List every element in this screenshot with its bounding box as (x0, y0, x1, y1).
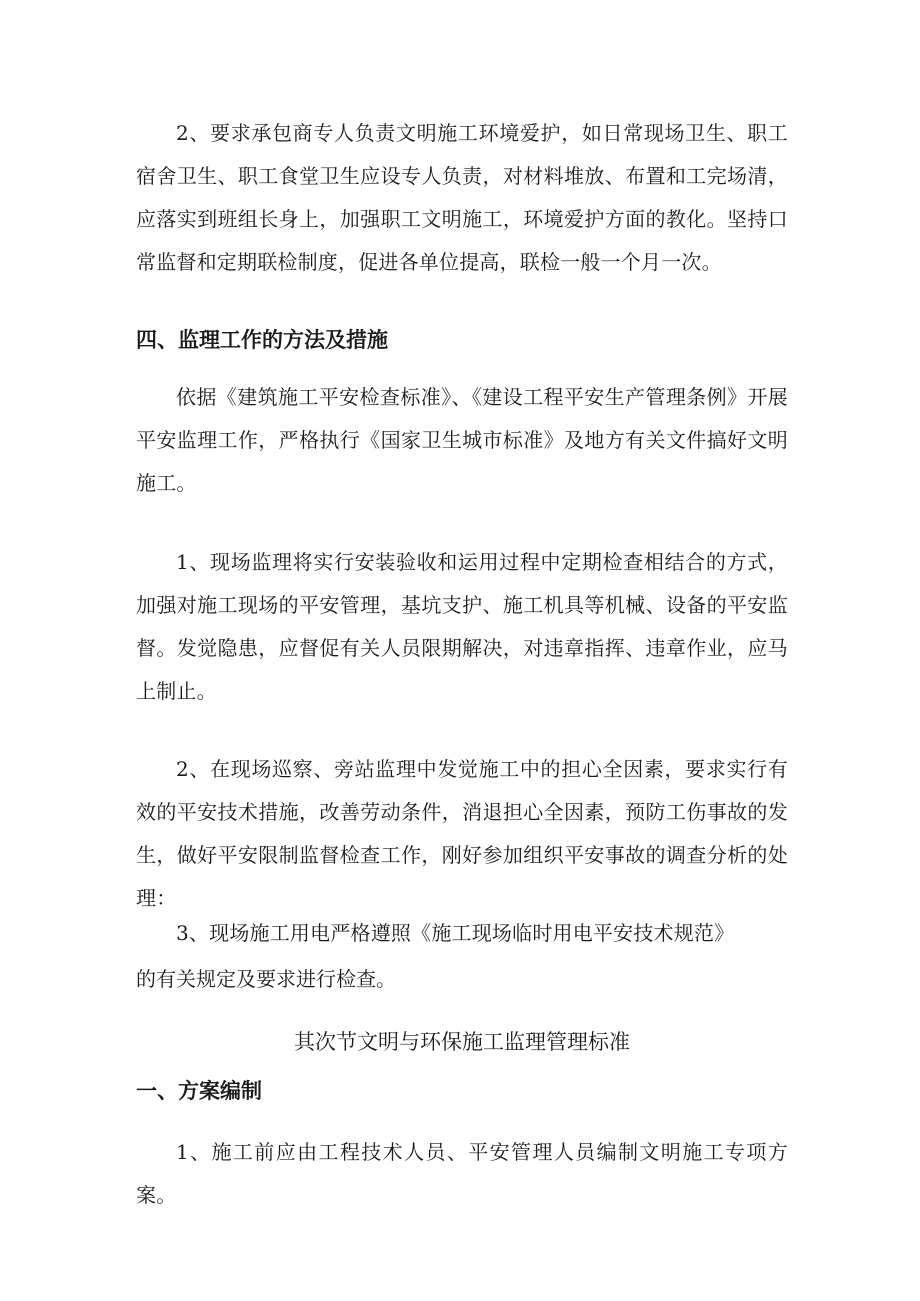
paragraph-basis-standards: 依据《建筑施工平安检查标准》、《建设工程平安生产管理条例》开展平安监理工作，严格执行《国家卫生城市标准》及地方有关文件搞好文明施工。 (136, 385, 788, 495)
paragraph-plan-preparation: 1、施工前应由工程技术人员、平安管理人员编制文明施工专项方案。 (136, 1140, 788, 1207)
paragraph-electricity-continuation: 的有关规定及要求进行检查。 (136, 967, 396, 991)
section-title: 其次节文明与环保施工监理管理标准 (294, 1030, 630, 1054)
paragraph-site-supervision: 1、现场监理将实行安装验收和运用过程中定期检查相结合的方式，加强对施工现场的平安管理，基坑支护、施工机具等机械、设备的平安监督。发觉隐患，应督促有关人员限期解决，对违章指挥、违章作业，应马上制止。 (136, 550, 788, 703)
heading-plan-preparation: 一、方案编制 (136, 1079, 262, 1103)
heading-section-four: 四、监理工作的方法及措施 (136, 328, 388, 352)
paragraph-electricity-standard: 3、现场施工用电严格遵照《施工现场临时用电平安技术规范》 (176, 921, 735, 945)
paragraph-requirements-contractor: 2、要求承包商专人负责文明施工环境爱护，如日常现场卫生、职工宿舍卫生、职工食堂卫生应设专人负责，对材料堆放、布置和工完场清，应落实到班组长身上，加强职工文明施工，环境爱护方面的教化。坚持口常监督和定期联检制度，促进各单位提高，联检一般一个月一次。 (136, 121, 788, 274)
paragraph-patrol-supervision: 2、在现场巡察、旁站监理中发觉施工中的担心全因素，要求实行有效的平安技术措施，改善劳动条件，消退担心全因素，预防工伤事故的发生，做好平安限制监督检查工作，刚好参加组织平安事故的调查分析的处理： (136, 757, 788, 910)
